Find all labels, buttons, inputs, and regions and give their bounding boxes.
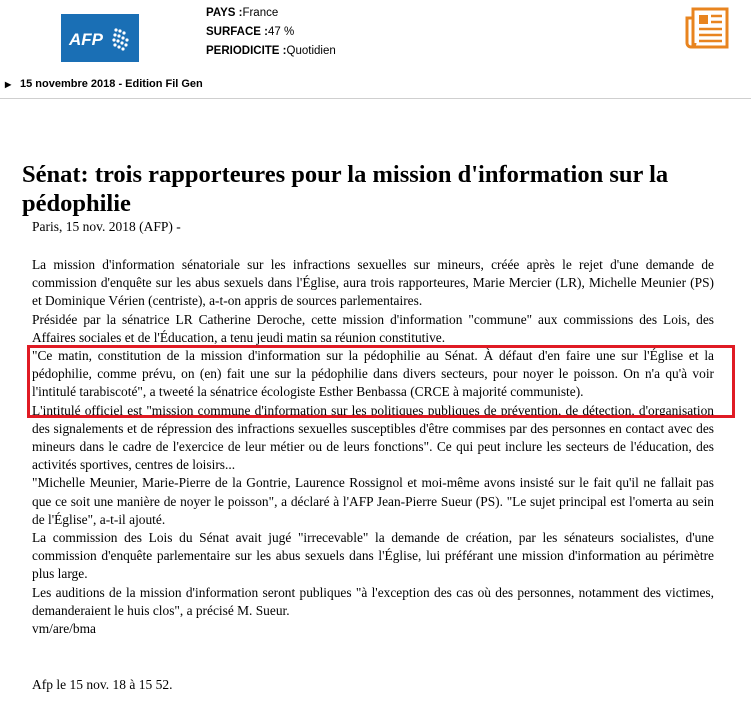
edition-label: 15 novembre 2018 - Edition Fil Gen bbox=[20, 78, 203, 90]
article-body bbox=[32, 256, 714, 638]
article-title: Sénat: trois rapporteures pour la mission d'information sur la pédophilie bbox=[22, 161, 669, 217]
svg-text:AFP: AFP bbox=[69, 30, 103, 49]
edition-bar bbox=[0, 76, 751, 99]
meta-country: PAYS :France bbox=[206, 7, 279, 19]
article-dateline: Paris, 15 nov. 2018 (AFP) - bbox=[32, 219, 181, 234]
article-paragraph: Les auditions de la mission d'information seront publiques "à l'exception des cas où des personnes, notamment des victimes, demanderaient le huis clos", a précisé M. Sueur. bbox=[32, 584, 714, 618]
article-paragraph: La commission des Lois du Sénat avait jugé "irrecevable" la demande de création, par les sénateurs socialistes, d'une commission d'enquête parlementaire sur les abus sexuels dans l'Église, lui préférant une mission d'information au périmètre plus large. bbox=[32, 530, 714, 582]
meta-surface: SURFACE :47 % bbox=[206, 26, 295, 38]
author-initials: vm/are/bma bbox=[32, 621, 96, 637]
article-paragraph: L'intitulé officiel est "mission commune d'information sur les politiques publiques de prévention, de détection, d'organisation des signalements et de répression des infractions sexuelles susceptibles d'être commises par des personnes en contact avec des mineurs dans le cadre de l'exercice de leur métier ou de leurs fonctions". Ce qui peut inclure les secteurs de l'éducation, des activités sportives, centres de loisirs... bbox=[32, 402, 714, 473]
newspaper-icon bbox=[684, 6, 730, 50]
article-paragraph: Présidée par la sénatrice LR Catherine Deroche, cette mission d'information "commune" aux commissions des Lois, des Affaires sociales et de l'Éducation, a tenu jeudi matin sa réunion constitutive. bbox=[32, 311, 714, 345]
meta-periodicity: PERIODICITE :Quotidien bbox=[206, 45, 336, 57]
article-paragraph: "Michelle Meunier, Marie-Pierre de la Gontrie, Laurence Rossignol et moi-même avons insisté sur le fait qu'il ne fallait pas que ce soit une manière de noyer le poisson", a déclaré à l'AFP Jean-Pierre Sueur (PS). "Le sujet principal est l'omerta au sein de l'Église", a-t-il ajouté. bbox=[32, 475, 714, 527]
document-metadata bbox=[206, 4, 336, 61]
article-paragraph-highlighted: "Ce matin, constitution de la mission d'information sur la pédophilie au Sénat. À défaut d'en faire une sur l'Église et la pédophilie, comme prévu, on (en) fait une sur la pédophilie dans divers secteurs, pour noyer le poisson. On n'a qu'à voir l'intitulé tarabiscoté", a tweeté la sénatrice écologiste Esther Benbassa (CRCE à majorité communiste). bbox=[32, 348, 714, 400]
triangle-right-icon: ▶ bbox=[5, 80, 12, 89]
afp-logo bbox=[61, 14, 139, 62]
article-paragraph: La mission d'information sénatoriale sur les infractions sexuelles sur mineurs, créée après le rejet d'une demande de commission d'enquête sur les abus sexuels dans l'Église, aura trois rapporteures, Marie Mercier (LR), Michelle Meunier (PS) et Dominique Vérien (centriste), a-t-on appris de sources parlementaires. bbox=[32, 257, 714, 309]
article-footer: Afp le 15 nov. 18 à 15 52. bbox=[32, 677, 173, 692]
quote-highlight-box bbox=[27, 345, 735, 418]
